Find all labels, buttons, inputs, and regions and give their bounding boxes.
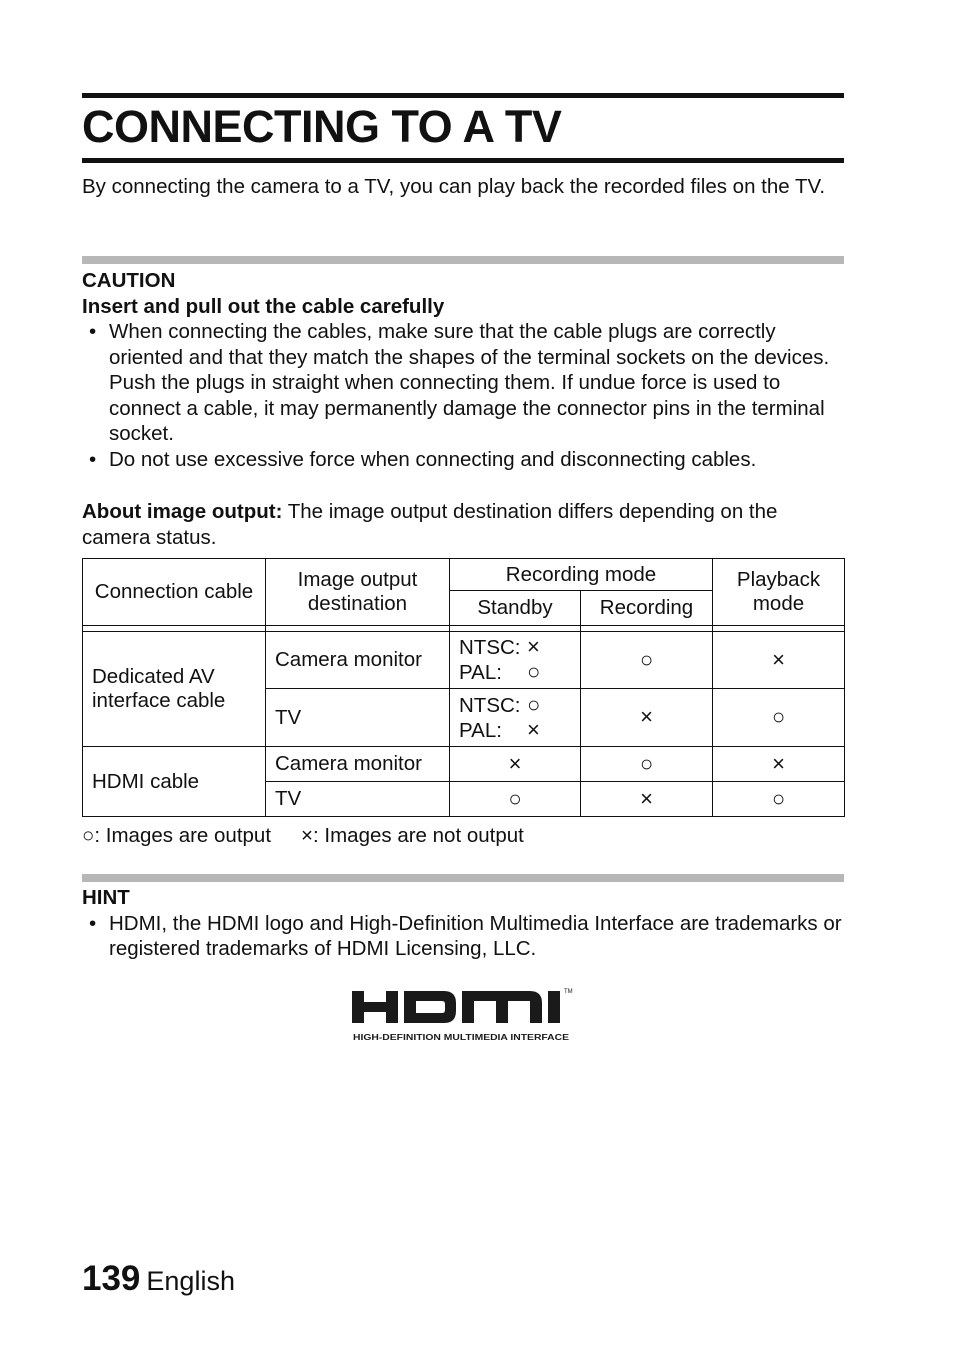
not-output-icon: × [301,824,314,847]
not-output-icon: × [640,785,653,811]
bullet-icon: • [89,911,97,935]
output-icon: ○ [771,785,786,811]
output-icon: ○ [508,785,522,811]
logo-tagline: HIGH-DEFINITION MULTIMEDIA INTERFACE [353,1032,570,1042]
header-standby: Standby [450,591,581,626]
title-rule-bottom [82,158,844,163]
cell-playback [713,632,845,689]
caution-heading: CAUTION [82,269,176,292]
page-footer [82,1259,235,1299]
header-connection-cable: Connection cable [83,559,266,626]
cell-standby [450,632,581,689]
cell-destination: Camera monitor [266,747,450,782]
list-item [82,911,844,962]
page-number: 139 [82,1259,141,1298]
legend-output-text: : Images are output [94,824,272,847]
cell-recording [581,747,713,782]
language-label: English [146,1266,235,1296]
output-icon: ○ [527,659,541,684]
cell-recording [581,632,713,689]
bullet-icon: • [89,320,97,343]
title-rule-top [82,93,844,98]
cell-recording [581,782,713,817]
about-text: The image output destination differs depending on the camera status. [82,500,778,549]
cell-playback [713,689,845,747]
legend-not-output-text: : Images are not output [313,824,524,847]
bullet-icon: • [89,447,97,471]
not-output-icon: × [527,716,540,742]
hdmi-logo [352,985,588,1045]
about-image-output [82,499,844,550]
cell-standby [450,782,581,817]
cell-destination: Camera monitor [266,632,450,689]
list-item [82,447,844,473]
not-output-icon: × [527,634,540,659]
caution-subheading: Insert and pull out the cable carefully [82,294,445,318]
header-recording: Recording [581,591,713,626]
table-row [83,632,845,689]
table-header-row [83,559,845,591]
cell-playback [713,782,845,817]
hint-section [82,885,844,962]
cell-standby [450,747,581,782]
cell-standby [450,689,581,747]
page-title: CONNECTING TO A TV [82,101,562,152]
cell-destination: TV [266,689,450,747]
header-recording-mode: Recording mode [450,559,713,591]
caution-bullet-list [82,319,844,472]
cell-playback [713,747,845,782]
output-icon: ○ [639,750,654,776]
cell-cable: HDMI cable [83,747,266,817]
list-item [82,319,844,447]
header-playback-mode: Playback mode [713,559,845,626]
bullet-text: HDMI, the HDMI logo and High-Definition Multimedia Interface are trademarks or registered trademarks of HDMI Licensing, LLC. [109,911,842,960]
trademark-mark: TM [564,989,573,995]
bullet-text: Do not use excessive force when connecting and disconnecting cables. [109,447,757,471]
caution-section [82,268,844,472]
hint-divider [82,874,844,882]
table-row [83,747,845,782]
image-output-table [82,558,845,817]
not-output-icon: × [772,750,785,776]
caution-divider [82,256,844,264]
output-icon: ○ [639,646,654,672]
cell-destination: TV [266,782,450,817]
intro-paragraph: By connecting the camera to a TV, you can play back the recorded files on the TV. [82,175,826,198]
cell-recording [581,689,713,747]
hint-bullet-list [82,911,844,962]
output-icon: ○ [82,824,95,847]
not-output-icon: × [508,750,522,776]
ntsc-label: NTSC: [459,693,521,717]
output-icon: ○ [527,691,541,717]
hint-heading: HINT [82,886,130,909]
table-legend [82,823,524,848]
ntsc-label: NTSC: [459,636,521,659]
pal-label: PAL: [459,661,502,684]
cell-cable: Dedicated AV interface cable [83,632,266,747]
header-image-output-destination: Image output destination [266,559,450,626]
about-label: About image output: [82,500,283,523]
not-output-icon: × [640,704,653,729]
bullet-text: When connecting the cables, make sure that the cable plugs are correctly oriented and that they match the shapes of the terminal sockets on the devices. Push the plugs in straight when connecting them. If undue force is used to connect a cable, it may permanently damage the connector pins in the terminal socket. [109,320,830,445]
pal-label: PAL: [459,718,502,742]
not-output-icon: × [772,646,785,672]
output-icon: ○ [771,704,786,729]
